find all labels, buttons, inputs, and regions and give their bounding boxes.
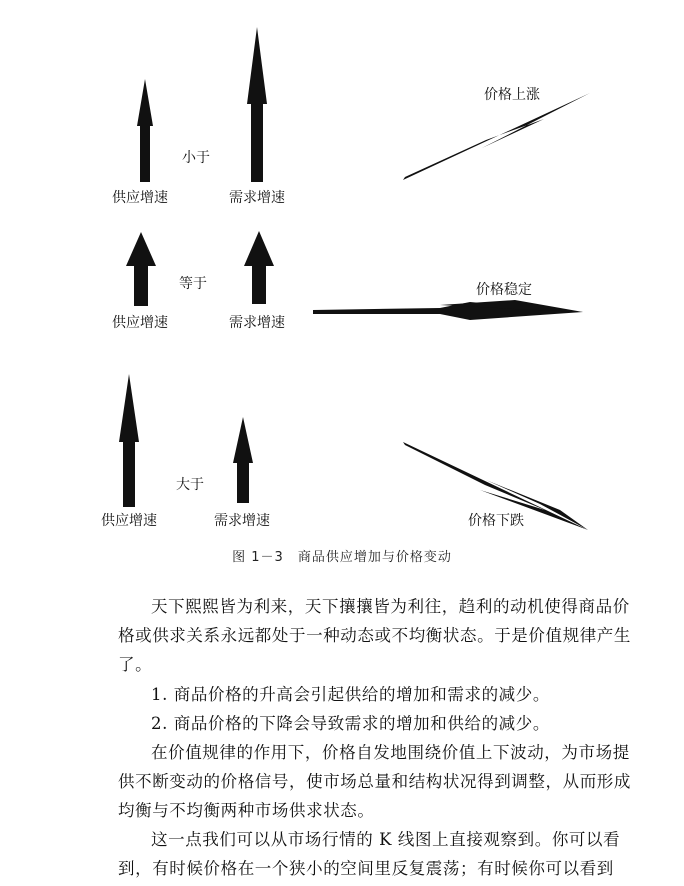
price-up-arrow xyxy=(403,93,590,180)
demand-label-row3: 需求增速 xyxy=(214,513,270,529)
price-label-row3: 价格下跌 xyxy=(468,513,524,529)
body-paragraph-1: 天下熙熙皆为利来，天下攘攘皆为利往，趋利的动机使得商品价格或供求关系永远都处于一种动态或不均衡状态。于是价值规律产生了。 xyxy=(118,597,631,674)
price-label-row2: 价格稳定 xyxy=(476,282,532,298)
demand-label-row1: 需求增速 xyxy=(229,190,285,206)
demand-arrow-row3 xyxy=(233,417,253,503)
supply-label-row2: 供应增速 xyxy=(112,315,168,331)
comparison-label-row2: 等于 xyxy=(179,276,207,292)
supply-arrow-row3 xyxy=(119,374,139,507)
demand-arrow-row2 xyxy=(244,231,274,304)
body-paragraph-3: 这一点我们可以从市场行情的 K 线图上直接观察到。你可以看到，有时候价格在一个狭小的空间里反复震荡；有时候你可以看到 xyxy=(118,830,621,878)
body-paragraph-2: 在价值规律的作用下，价格自发地围绕价值上下波动，为市场提供不断变动的价格信号，使市场总量和结构状况得到调整，从而形成均衡与不均衡两种市场供求状态。 xyxy=(118,743,631,820)
body-list-item-1: 1. 商品价格的升高会引起供给的增加和需求的减少。 xyxy=(151,685,550,704)
supply-arrow-row1 xyxy=(137,79,153,182)
supply-arrow-row2 xyxy=(126,232,156,306)
supply-label-row3: 供应增速 xyxy=(101,513,157,529)
comparison-label-row1: 小于 xyxy=(182,150,210,166)
supply-label-row1: 供应增速 xyxy=(112,190,168,206)
demand-arrow-row1 xyxy=(247,27,267,182)
price-flat-arrow xyxy=(313,300,583,320)
comparison-label-row3: 大于 xyxy=(176,477,204,493)
price-label-row1: 价格上涨 xyxy=(484,87,540,103)
demand-label-row2: 需求增速 xyxy=(229,315,285,331)
body-list-item-2: 2. 商品价格的下降会导致需求的增加和供给的减少。 xyxy=(151,714,550,733)
figure-caption: 图 1－3 商品供应增加与价格变动 xyxy=(232,550,452,565)
